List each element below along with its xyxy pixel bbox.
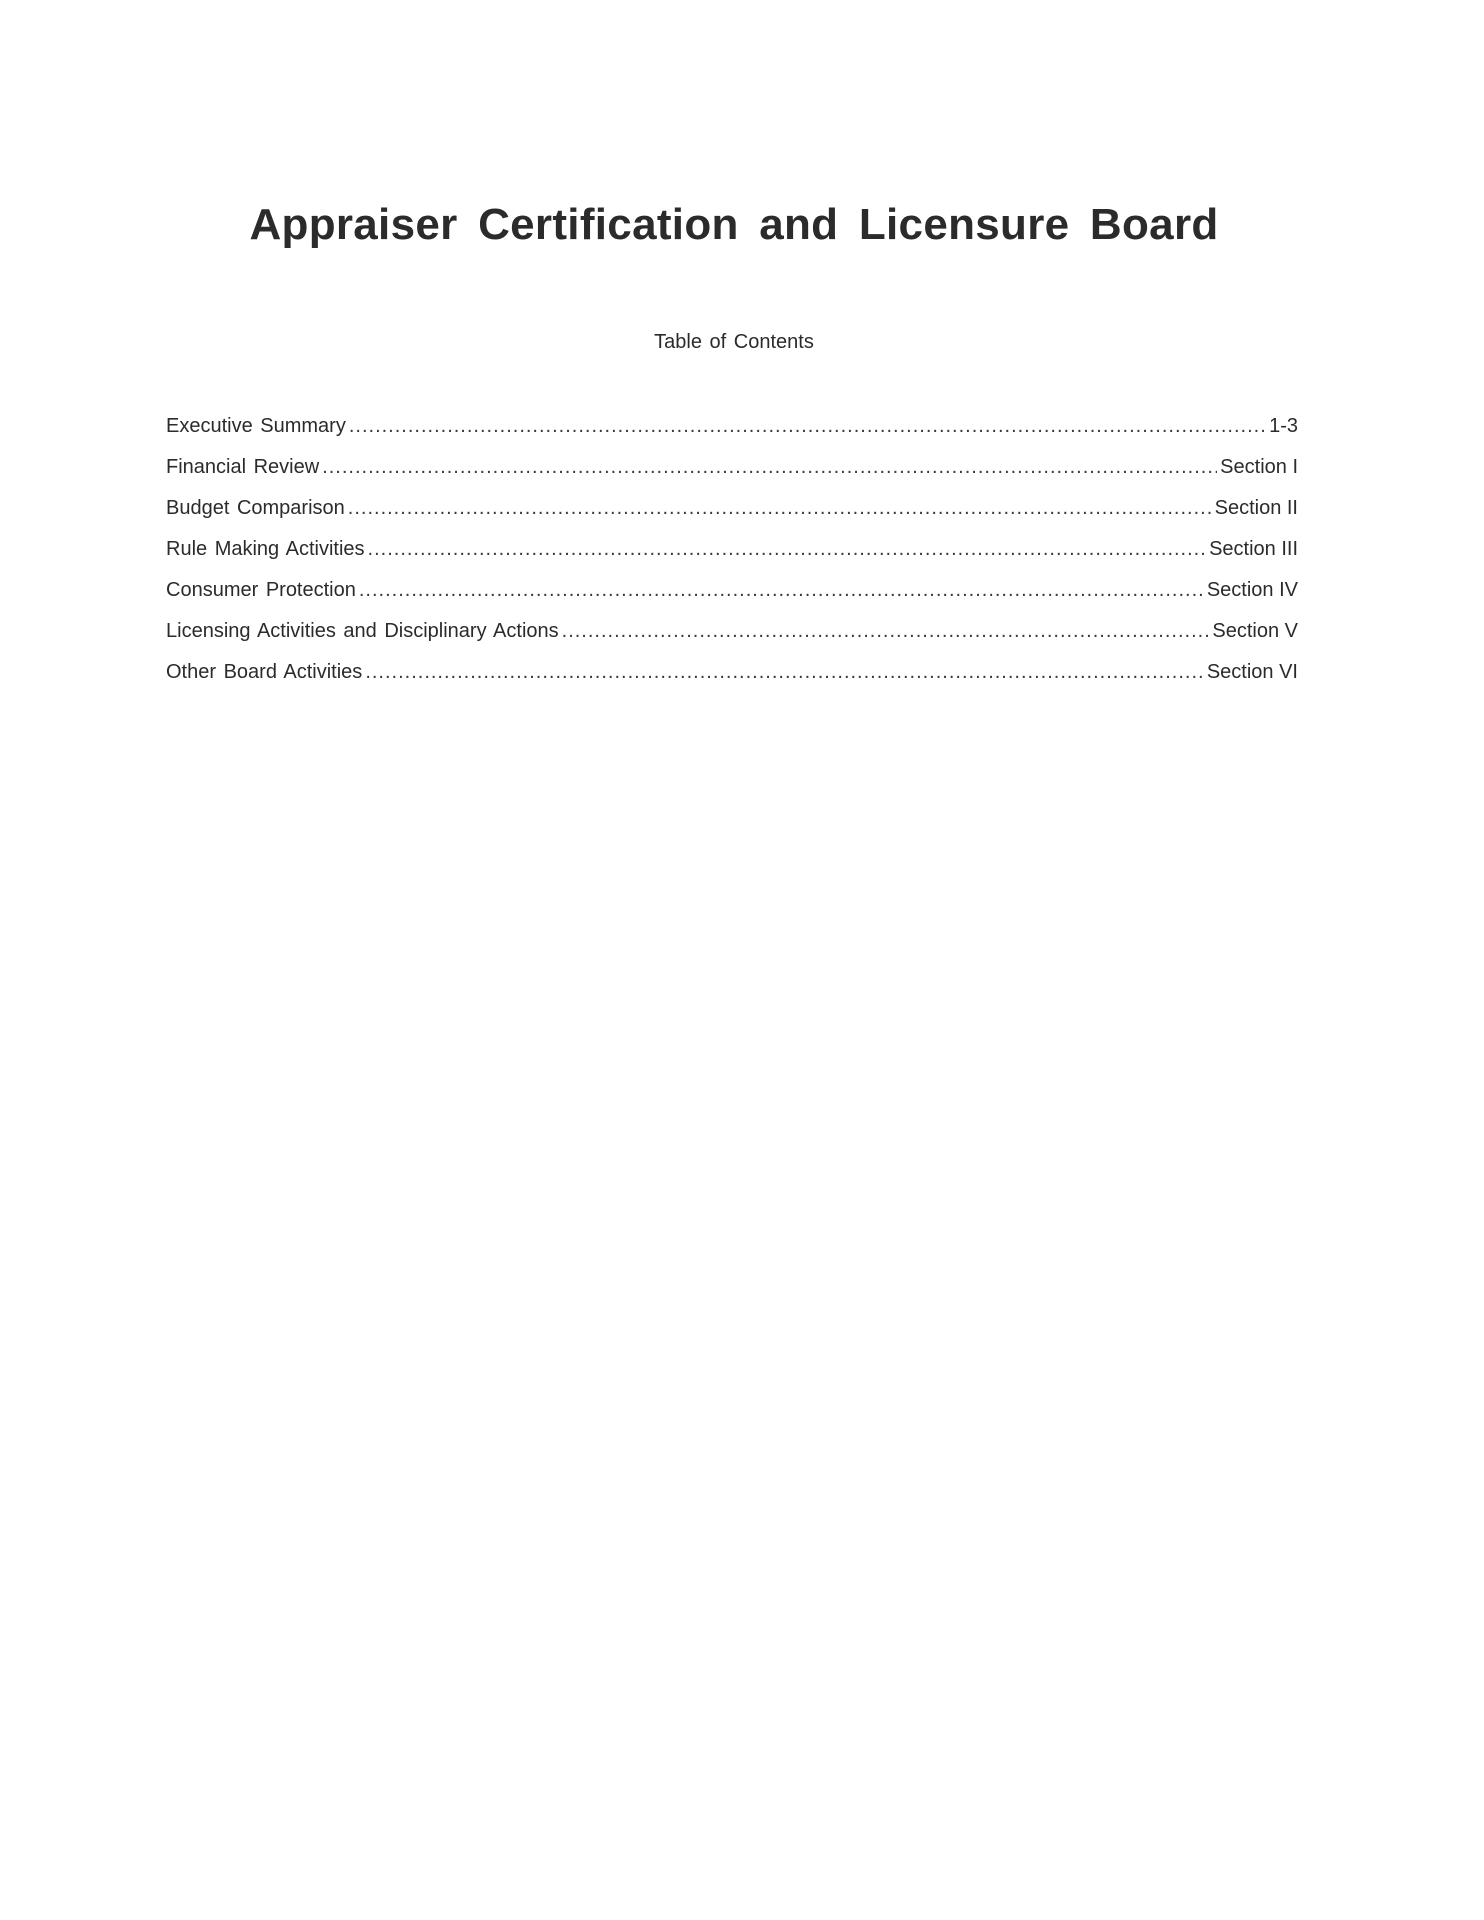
toc-heading: Table of Contents: [654, 331, 814, 353]
dot-leader: [368, 538, 1207, 561]
document-title: Appraiser Certification and Licensure Board: [249, 200, 1219, 249]
toc-entry-page: Section IV: [1206, 579, 1298, 601]
toc-entry-financial-review: [166, 456, 1298, 497]
dot-leader: [365, 661, 1204, 684]
toc-entry-consumer-protection: [166, 579, 1298, 620]
dot-leader: [322, 456, 1217, 479]
toc-entry-budget-comparison: [166, 497, 1298, 538]
toc-entry-page: Section I: [1220, 456, 1298, 478]
dot-leader: [562, 620, 1210, 643]
toc-entry-page: Section V: [1212, 620, 1298, 642]
toc-entry-page: Section VI: [1206, 661, 1298, 683]
toc-entry-label: Executive Summary: [166, 415, 346, 437]
toc-entry-licensing-activities: [166, 620, 1298, 661]
toc-entry-page: Section II: [1214, 497, 1298, 519]
toc-entry-executive-summary: [166, 415, 1298, 456]
dot-leader: [348, 497, 1212, 520]
toc-entry-label: Licensing Activities and Disciplinary Actions: [166, 620, 559, 642]
toc-entry-label: Consumer Protection: [166, 579, 356, 601]
toc-entry-page: Section III: [1209, 538, 1298, 560]
toc-entry-label: Financial Review: [166, 456, 320, 478]
toc-entry-label: Other Board Activities: [166, 661, 363, 683]
dot-leader: [359, 579, 1204, 602]
toc-entry-rule-making-activities: [166, 538, 1298, 579]
toc-entry-label: Rule Making Activities: [166, 538, 365, 560]
toc-entry-other-board-activities: [166, 661, 1298, 702]
toc-entry-label: Budget Comparison: [166, 497, 345, 519]
toc-entry-page: 1-3: [1269, 415, 1298, 437]
table-of-contents: [166, 415, 1298, 702]
dot-leader: [349, 415, 1266, 438]
